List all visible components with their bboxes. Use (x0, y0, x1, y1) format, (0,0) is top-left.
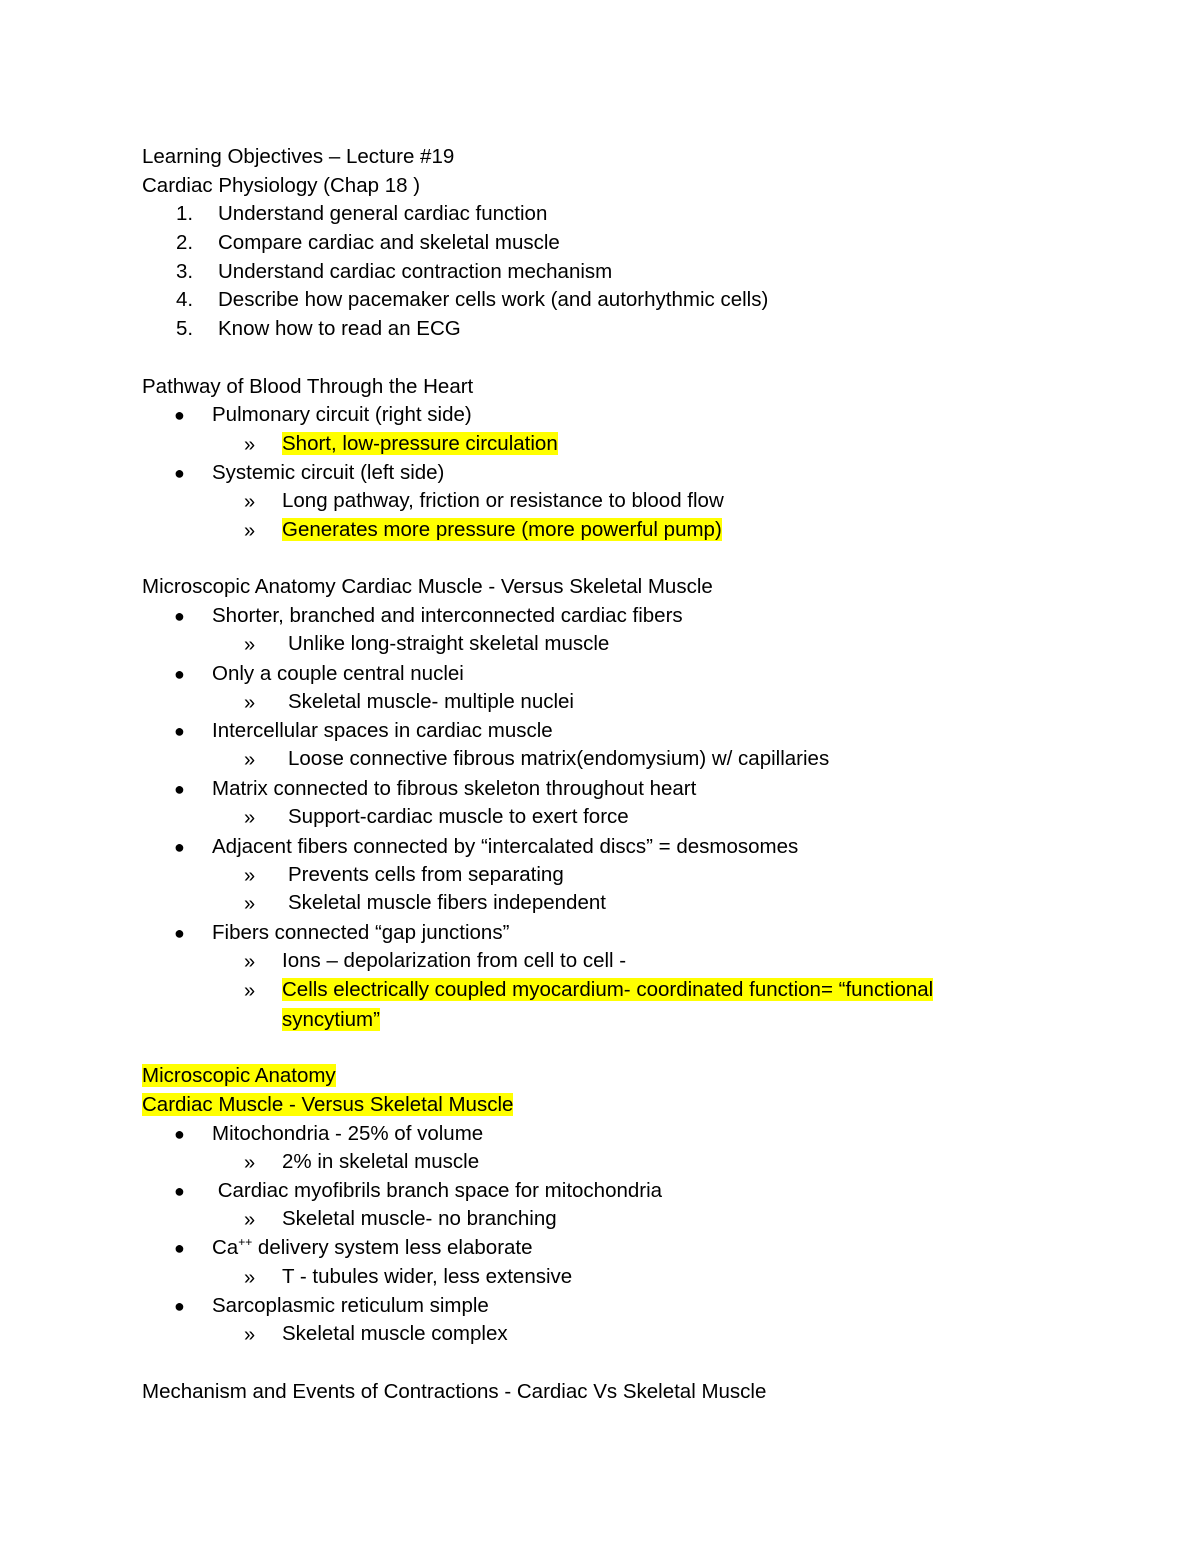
highlighted-sub-item: Short, low-pressure circulation (282, 432, 558, 455)
sub-item: Skeletal muscle- multiple nuclei (288, 690, 574, 713)
document-subtitle: Cardiac Physiology (Chap 18 ) (142, 174, 421, 197)
arrow-bullet-icon: » (244, 951, 256, 973)
bullet-item: Fibers connected “gap junctions” (212, 921, 510, 944)
sub-item: Support-cardiac muscle to exert force (288, 805, 629, 828)
objective-number: 1. (176, 202, 194, 225)
bullet-icon: ● (174, 463, 185, 483)
arrow-bullet-icon: » (244, 893, 256, 915)
bullet-icon: ● (174, 664, 185, 684)
bullet-icon: ● (174, 1181, 185, 1201)
calcium-symbol: Ca (212, 1236, 239, 1259)
objective-item: Describe how pacemaker cells work (and autorhythmic cells) (218, 288, 769, 311)
sub-item: Unlike long-straight skeletal muscle (288, 632, 610, 655)
objective-item: Understand general cardiac function (218, 202, 548, 225)
bullet-icon: ● (174, 606, 185, 626)
bullet-item: Sarcoplasmic reticulum simple (212, 1294, 489, 1317)
objective-number: 3. (176, 260, 194, 283)
document-title: Learning Objectives – Lecture #19 (142, 145, 455, 168)
bullet-icon: ● (174, 721, 185, 741)
arrow-bullet-icon: » (244, 520, 256, 542)
arrow-bullet-icon: » (244, 491, 256, 513)
section-heading-highlighted: Microscopic Anatomy (142, 1064, 336, 1087)
section-subheading-highlighted: Cardiac Muscle - Versus Skeletal Muscle (142, 1093, 514, 1116)
sub-item: Long pathway, friction or resistance to blood flow (282, 489, 724, 512)
highlighted-sub-item: Cells electrically coupled myocardium- coordinated function= “functional (282, 978, 934, 1001)
bullet-item: Matrix connected to fibrous skeleton throughout heart (212, 777, 697, 800)
sub-item: Skeletal muscle fibers independent (288, 891, 606, 914)
sub-item: Loose connective fibrous matrix(endomysium) w/ capillaries (288, 747, 830, 770)
bullet-item: Systemic circuit (left side) (212, 461, 445, 484)
objective-item: Compare cardiac and skeletal muscle (218, 231, 560, 254)
calcium-text: delivery system less elaborate (252, 1236, 533, 1259)
highlighted-sub-item: Generates more pressure (more powerful pump) (282, 518, 722, 541)
sub-item: Ions – depolarization from cell to cell - (282, 949, 627, 972)
section-heading-mechanism: Mechanism and Events of Contractions - Cardiac Vs Skeletal Muscle (142, 1380, 767, 1403)
arrow-bullet-icon: » (244, 1152, 256, 1174)
bullet-icon: ● (174, 1238, 185, 1258)
arrow-bullet-icon: » (244, 807, 256, 829)
sub-item: 2% in skeletal muscle (282, 1150, 480, 1173)
highlighted-sub-item-continued: syncytium” (282, 1008, 380, 1031)
sub-item: Skeletal muscle complex (282, 1322, 508, 1345)
sub-item: Skeletal muscle- no branching (282, 1207, 557, 1230)
bullet-icon: ● (174, 405, 185, 425)
bullet-icon: ● (174, 837, 185, 857)
bullet-item: Adjacent fibers connected by “intercalated discs” = desmosomes (212, 835, 799, 858)
bullet-icon: ● (174, 1124, 185, 1144)
section-heading-pathway: Pathway of Blood Through the Heart (142, 375, 474, 398)
bullet-item: Cardiac myofibrils branch space for mitochondria (212, 1179, 663, 1202)
section-heading-microscopic-anatomy: Microscopic Anatomy Cardiac Muscle - Versus Skeletal Muscle (142, 575, 713, 598)
sub-item: Prevents cells from separating (288, 863, 564, 886)
objective-number: 2. (176, 231, 194, 254)
arrow-bullet-icon: » (244, 634, 256, 656)
bullet-item: Intercellular spaces in cardiac muscle (212, 719, 553, 742)
objective-item: Understand cardiac contraction mechanism (218, 260, 613, 283)
objective-item: Know how to read an ECG (218, 317, 461, 340)
bullet-icon: ● (174, 779, 185, 799)
bullet-item: Shorter, branched and interconnected cardiac fibers (212, 604, 683, 627)
bullet-item: Only a couple central nuclei (212, 662, 464, 685)
calcium-charge: ++ (238, 1235, 253, 1250)
arrow-bullet-icon: » (244, 1267, 256, 1289)
arrow-bullet-icon: » (244, 980, 256, 1002)
arrow-bullet-icon: » (244, 692, 256, 714)
objective-number: 4. (176, 288, 194, 311)
arrow-bullet-icon: » (244, 749, 256, 771)
arrow-bullet-icon: » (244, 1324, 256, 1346)
objective-number: 5. (176, 317, 194, 340)
sub-item: T - tubules wider, less extensive (282, 1265, 573, 1288)
arrow-bullet-icon: » (244, 434, 256, 456)
bullet-item: Mitochondria - 25% of volume (212, 1122, 484, 1145)
arrow-bullet-icon: » (244, 865, 256, 887)
bullet-item-calcium (212, 1234, 533, 1262)
arrow-bullet-icon: » (244, 1209, 256, 1231)
bullet-icon: ● (174, 923, 185, 943)
bullet-item: Pulmonary circuit (right side) (212, 403, 472, 426)
bullet-icon: ● (174, 1296, 185, 1316)
